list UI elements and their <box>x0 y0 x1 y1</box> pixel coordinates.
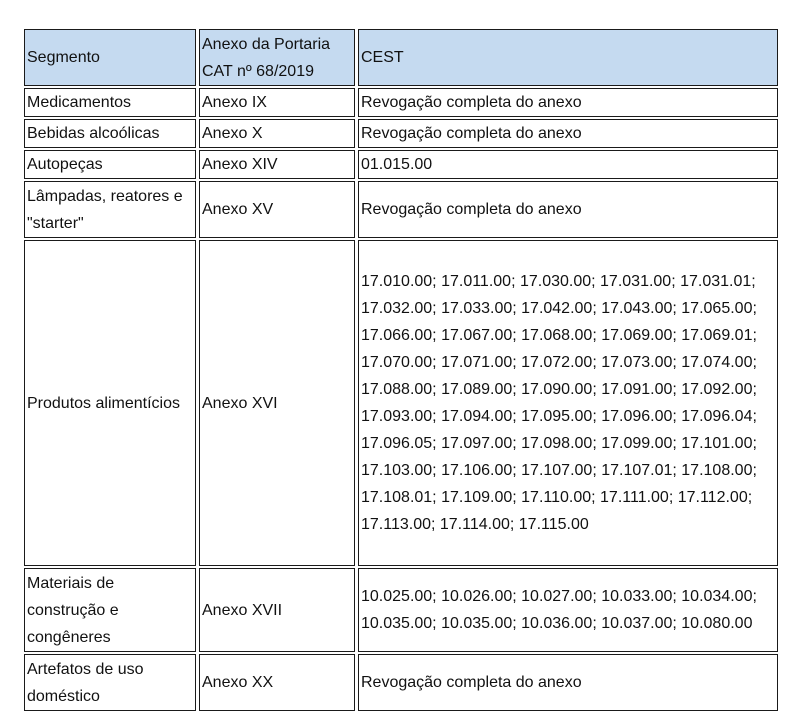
cell-anexo: Anexo X <box>199 119 355 148</box>
cell-anexo: Anexo XIV <box>199 150 355 179</box>
header-cest: CEST <box>358 29 778 86</box>
cell-cest: 01.015.00 <box>358 150 778 179</box>
table-row <box>24 181 778 238</box>
cell-anexo: Anexo XX <box>199 654 355 711</box>
cell-segmento: Autopeças <box>24 150 196 179</box>
cell-anexo: Anexo IX <box>199 88 355 117</box>
cell-cest: Revogação completa do anexo <box>358 88 778 117</box>
cell-segmento: Produtos alimentícios <box>24 240 196 566</box>
cell-cest: Revogação completa do anexo <box>358 119 778 148</box>
table-row <box>24 568 778 652</box>
cell-anexo: Anexo XVII <box>199 568 355 652</box>
cell-segmento: Materiais de construção e congêneres <box>24 568 196 652</box>
cell-cest: Revogação completa do anexo <box>358 181 778 238</box>
cell-segmento: Bebidas alcoólicas <box>24 119 196 148</box>
cell-segmento: Lâmpadas, reatores e "starter" <box>24 181 196 238</box>
header-segmento: Segmento <box>24 29 196 86</box>
table-row <box>24 654 778 711</box>
cell-segmento: Artefatos de uso doméstico <box>24 654 196 711</box>
cell-cest: Revogação completa do anexo <box>358 654 778 711</box>
table-row <box>24 150 778 179</box>
table-row <box>24 88 778 117</box>
table-header-row <box>24 29 778 86</box>
table-row <box>24 240 778 566</box>
cell-cest: 10.025.00; 10.026.00; 10.027.00; 10.033.00; 10.034.00; 10.035.00; 10.035.00; 10.036.00; 10.037.00; 10.080.00 <box>358 568 778 652</box>
header-anexo: Anexo da Portaria CAT nº 68/2019 <box>199 29 355 86</box>
cell-segmento: Medicamentos <box>24 88 196 117</box>
cell-cest: 17.010.00; 17.011.00; 17.030.00; 17.031.00; 17.031.01; 17.032.00; 17.033.00; 17.042.00; 17.043.00; 17.065.00; 17.066.00; 17.067.00; 17.068.00; 17.069.00; 17.069.01; 17.070.00; 17.071.00; 17.072.00; 17.073.00; 17.074.00; 17.088.00; 17.089.00; 17.090.00; 17.091.00; 17.092.00; 17.093.00; 17.094.00; 17.095.00; 17.096.00; 17.096.04; 17.096.05; 17.097.00; 17.098.00; 17.099.00; 17.101.00; 17.103.00; 17.106.00; 17.107.00; 17.107.01; 17.108.00; 17.108.01; 17.109.00; 17.110.00; 17.111.00; 17.112.00; 17.113.00; 17.114.00; 17.115.00 <box>358 240 778 566</box>
table-row <box>24 119 778 148</box>
cest-table <box>21 27 781 713</box>
cell-anexo: Anexo XVI <box>199 240 355 566</box>
cell-anexo: Anexo XV <box>199 181 355 238</box>
